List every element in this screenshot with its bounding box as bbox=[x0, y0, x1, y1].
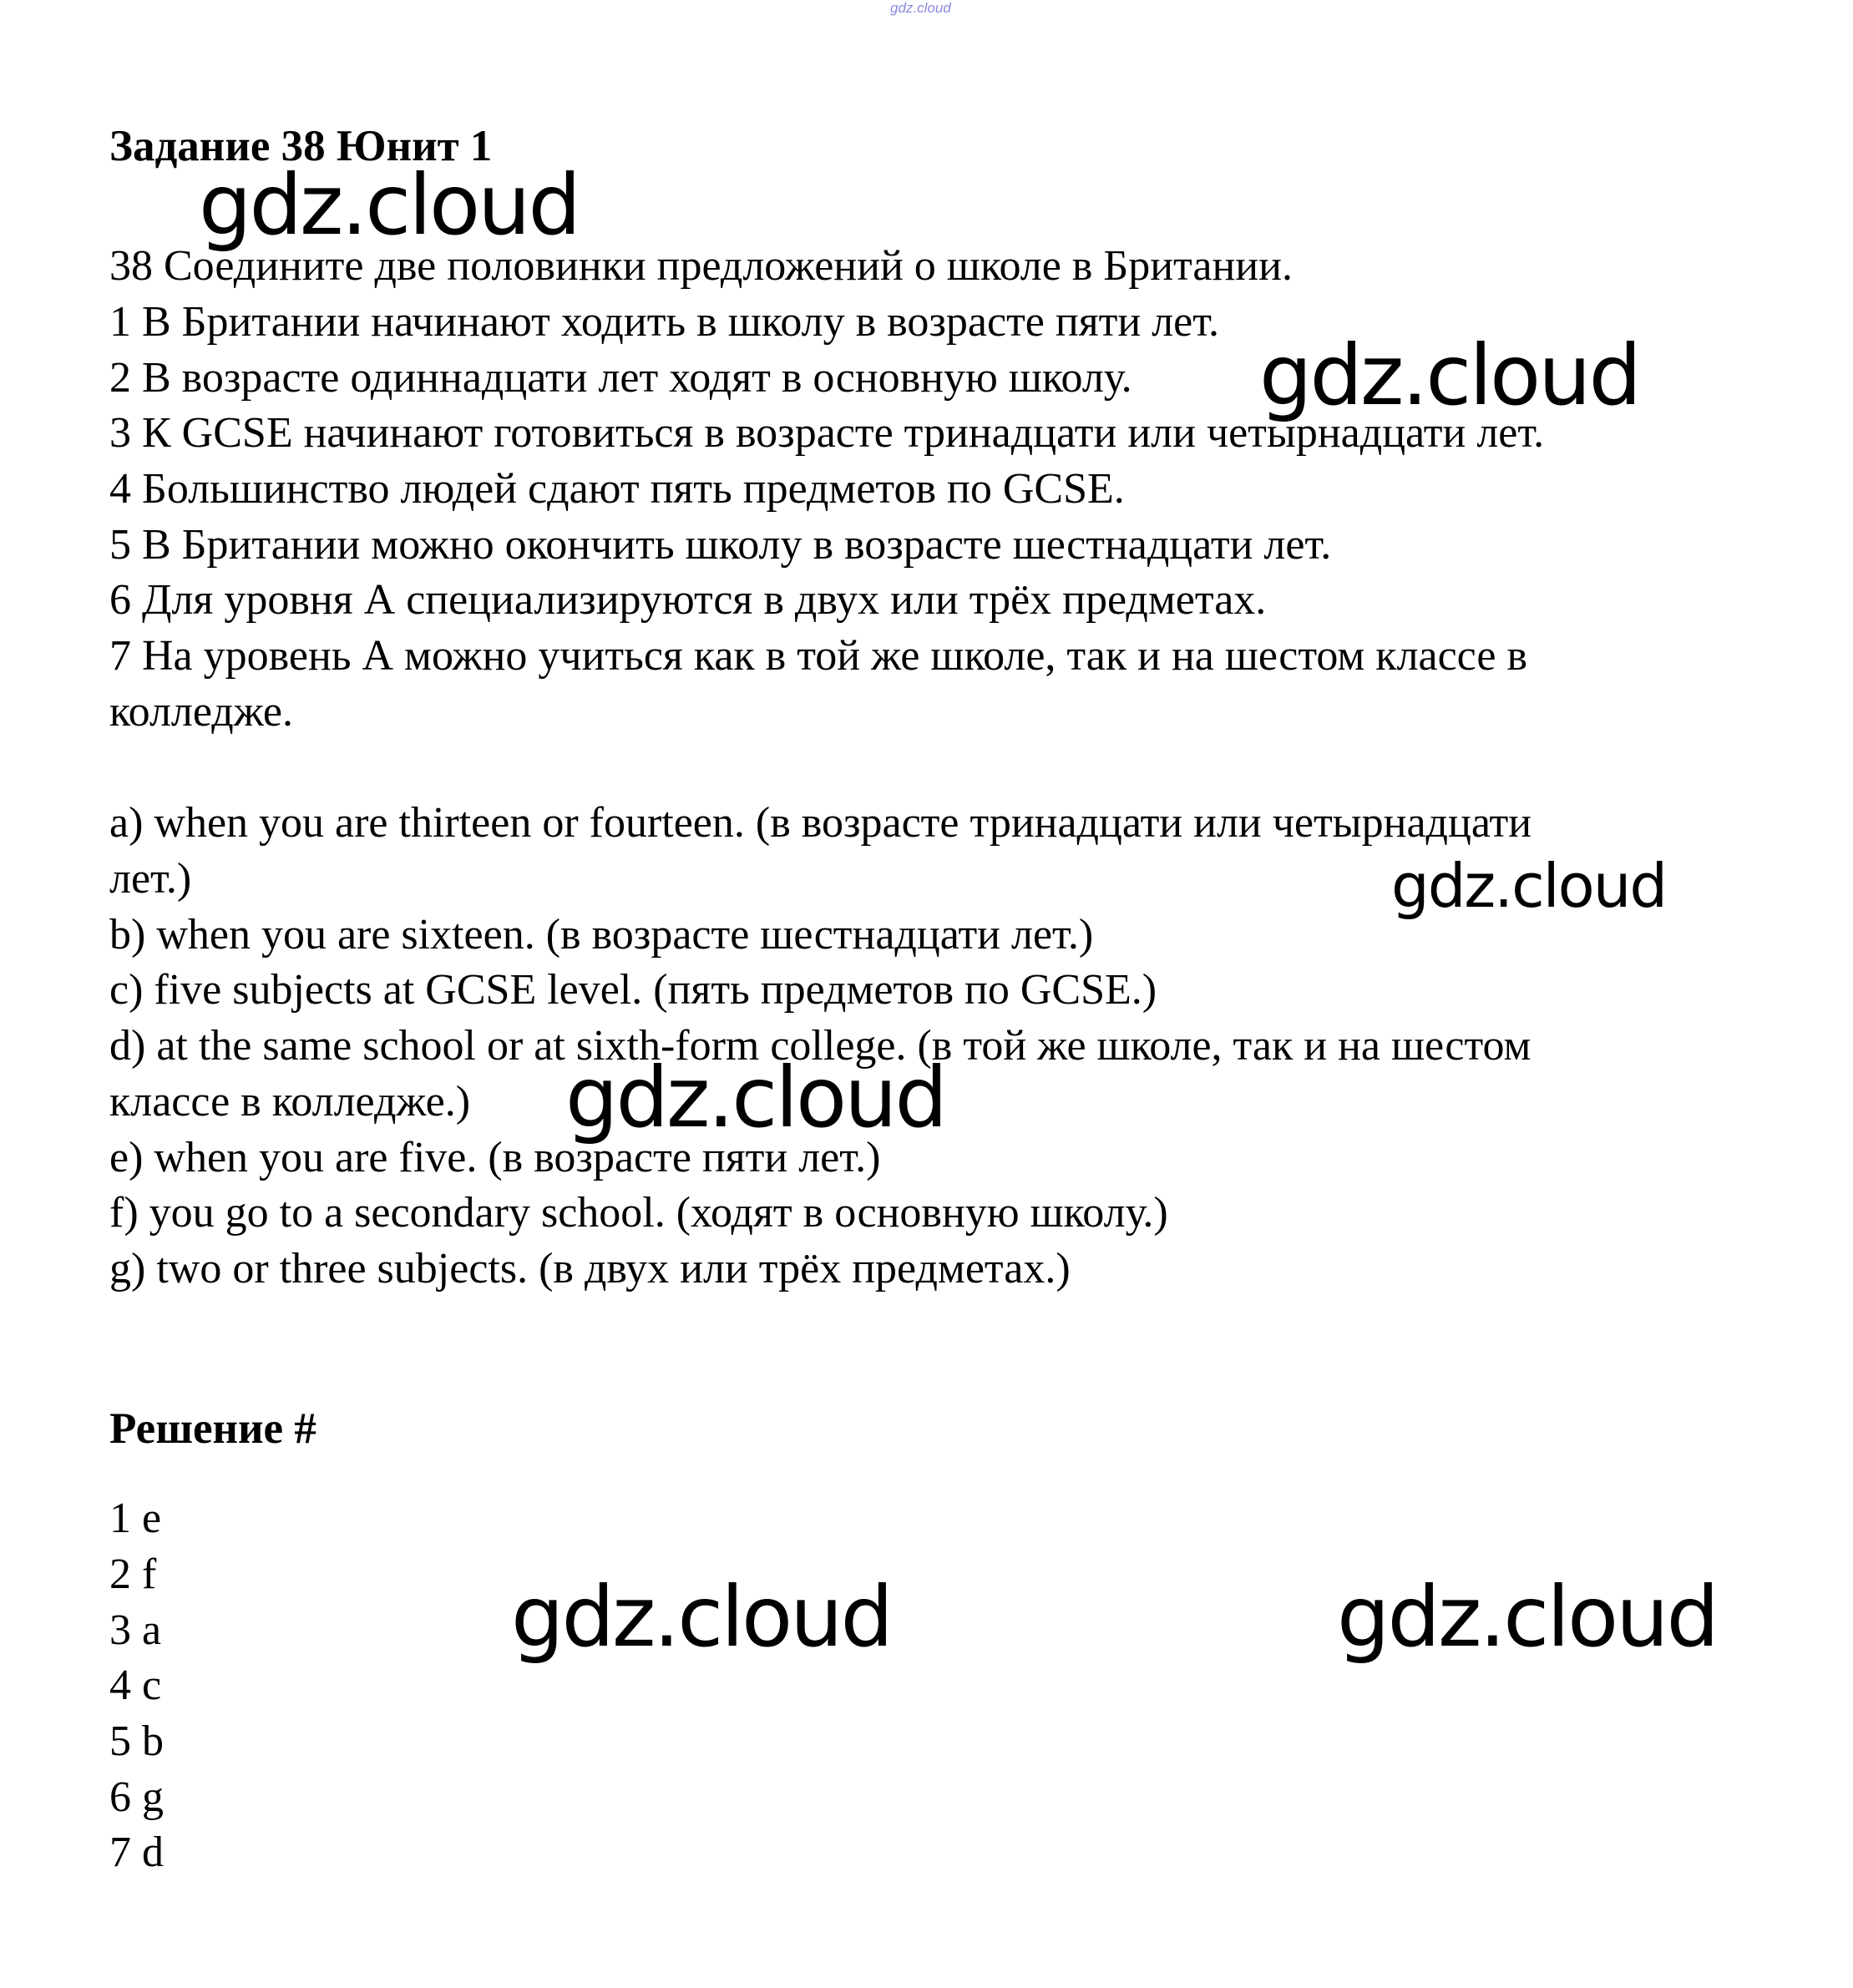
task-item: 6 Для уровня А специализируются в двух или трёх предметах. bbox=[109, 576, 1267, 624]
answer-item: 2 f bbox=[109, 1550, 157, 1598]
option-item: g) two or three subjects. (в двух или трёх предметах.) bbox=[109, 1245, 1071, 1292]
answer-item: 7 d bbox=[109, 1829, 164, 1876]
task-item: 2 В возрасте одиннадцати лет ходят в основную школу. bbox=[109, 354, 1132, 402]
task-item: 7 На уровень А можно учиться как в той же школе, так и на шестом классе в bbox=[109, 632, 1528, 680]
task-item: 1 В Британии начинают ходить в школу в возрасте пяти лет. bbox=[109, 298, 1220, 346]
watermark: gdz.cloud bbox=[565, 1049, 946, 1146]
task-item: 4 Большинство людей сдают пять предметов по GCSE. bbox=[109, 465, 1125, 513]
page-title: Задание 38 Юнит 1 bbox=[109, 122, 493, 170]
answer-item: 1 e bbox=[109, 1495, 162, 1542]
task-item-continuation: колледже. bbox=[109, 688, 294, 736]
option-item: d) at the same school or at sixth-form college. (в той же школе, так и на шестом bbox=[109, 1022, 1532, 1070]
answer-item: 3 a bbox=[109, 1606, 162, 1654]
task-instruction: 38 Соедините две половинки предложений о школе в Британии. bbox=[109, 242, 1293, 290]
option-item-continuation: лет.) bbox=[109, 855, 192, 903]
task-item: 5 В Британии можно окончить школу в возрасте шестнадцати лет. bbox=[109, 521, 1332, 569]
watermark: gdz.cloud bbox=[1259, 326, 1640, 424]
answer-item: 4 c bbox=[109, 1662, 162, 1709]
answer-item: 5 b bbox=[109, 1717, 164, 1765]
header-watermark: gdz.cloud bbox=[890, 0, 951, 16]
option-item-continuation: классе в колледже.) bbox=[109, 1078, 471, 1126]
option-item: e) when you are five. (в возрасте пяти лет.) bbox=[109, 1134, 881, 1181]
watermark: gdz.cloud bbox=[1337, 1568, 1718, 1666]
watermark: gdz.cloud bbox=[511, 1568, 892, 1666]
option-item: a) when you are thirteen or fourteen. (в возрасте тринадцати или четырнадцати bbox=[109, 799, 1532, 847]
solution-heading: Решение # bbox=[109, 1404, 316, 1453]
option-item: b) when you are sixteen. (в возрасте шестнадцати лет.) bbox=[109, 911, 1094, 959]
watermark: gdz.cloud bbox=[199, 156, 580, 254]
task-item: 3 К GCSE начинают готовиться в возрасте тринадцати или четырнадцати лет. bbox=[109, 409, 1545, 457]
option-item: f) you go to a secondary school. (ходят в основную школу.) bbox=[109, 1189, 1168, 1237]
option-item: c) five subjects at GCSE level. (пять предметов по GCSE.) bbox=[109, 966, 1157, 1014]
answer-item: 6 g bbox=[109, 1773, 164, 1821]
watermark: gdz.cloud bbox=[1391, 851, 1667, 921]
